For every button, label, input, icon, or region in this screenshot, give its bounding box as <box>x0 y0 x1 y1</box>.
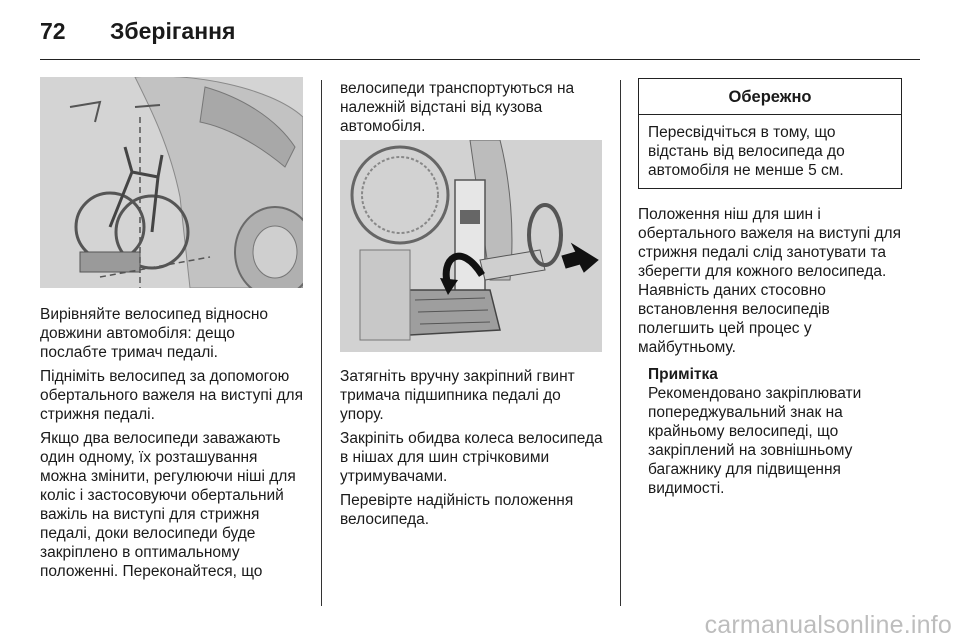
note-title: Примітка <box>648 366 718 383</box>
column3-paragraph: Положення ніш для шин і обертального важеля на виступі для стрижня педалі слід занотувати та зберегти для кожного велосипеда. Наявність даних стосовно встановлення велосипедів полегшить цей процес у майбутньому. <box>638 206 901 356</box>
pedal-holder-drawing <box>340 140 602 352</box>
note-text: Рекомендовано закріплювати попереджувальний знак на крайньому велосипеді, що закріплений на зовнішньому багажнику для підвищення видимості. <box>648 385 862 497</box>
column-1 <box>40 305 305 586</box>
header-rule <box>40 59 920 60</box>
column1-paragraph-2: Підніміть велосипед за допомогою обертального важеля на виступі для стрижня педалі. <box>40 368 303 423</box>
column1-paragraph-1: Вирівняйте велосипед відносно довжини автомобіля: дещо послабте тримач педалі. <box>40 306 269 361</box>
column-2-top <box>340 79 605 141</box>
pedal-holder-illustration <box>340 140 602 352</box>
column2-paragraph-1: Затягніть вручну закріпний гвинт тримача підшипника педалі до упору. <box>340 368 575 423</box>
bike-carrier-illustration <box>40 77 303 288</box>
column2-intro: велосипеди транспортуються на належній відстані від кузова автомобіля. <box>340 80 575 135</box>
column-3 <box>638 205 906 498</box>
warning-text: Пересвідчіться в тому, що відстань від велосипеда до автомобіля не менше 5 см. <box>648 124 845 179</box>
warning-title: Обережно <box>639 79 901 115</box>
column-2 <box>340 367 605 534</box>
warning-box <box>638 78 902 189</box>
note-block <box>648 365 906 498</box>
column1-paragraph-3: Якщо два велосипеди заважають один одному, їх розташування можна змінити, регулюючи ніші для коліс і застосовуючи обертальний важіль на виступі для стрижня педалі, доки велосипеди буде закріплено в оптимальному положенні. Переконайтеся, що <box>40 430 296 580</box>
page-header <box>40 18 235 45</box>
column-divider-2 <box>620 80 621 606</box>
column2-paragraph-3: Перевірте надійність положення велосипеда. <box>340 492 574 528</box>
page-number: 72 <box>40 18 66 44</box>
watermark: carmanualsonline.info <box>704 611 952 639</box>
page-title: Зберігання <box>110 18 236 44</box>
column2-paragraph-2: Закріпіть обидва колеса велосипеда в нішах для шин стрічковими утримувачами. <box>340 430 603 485</box>
column-divider-1 <box>321 80 322 606</box>
bike-carrier-drawing <box>40 77 303 288</box>
